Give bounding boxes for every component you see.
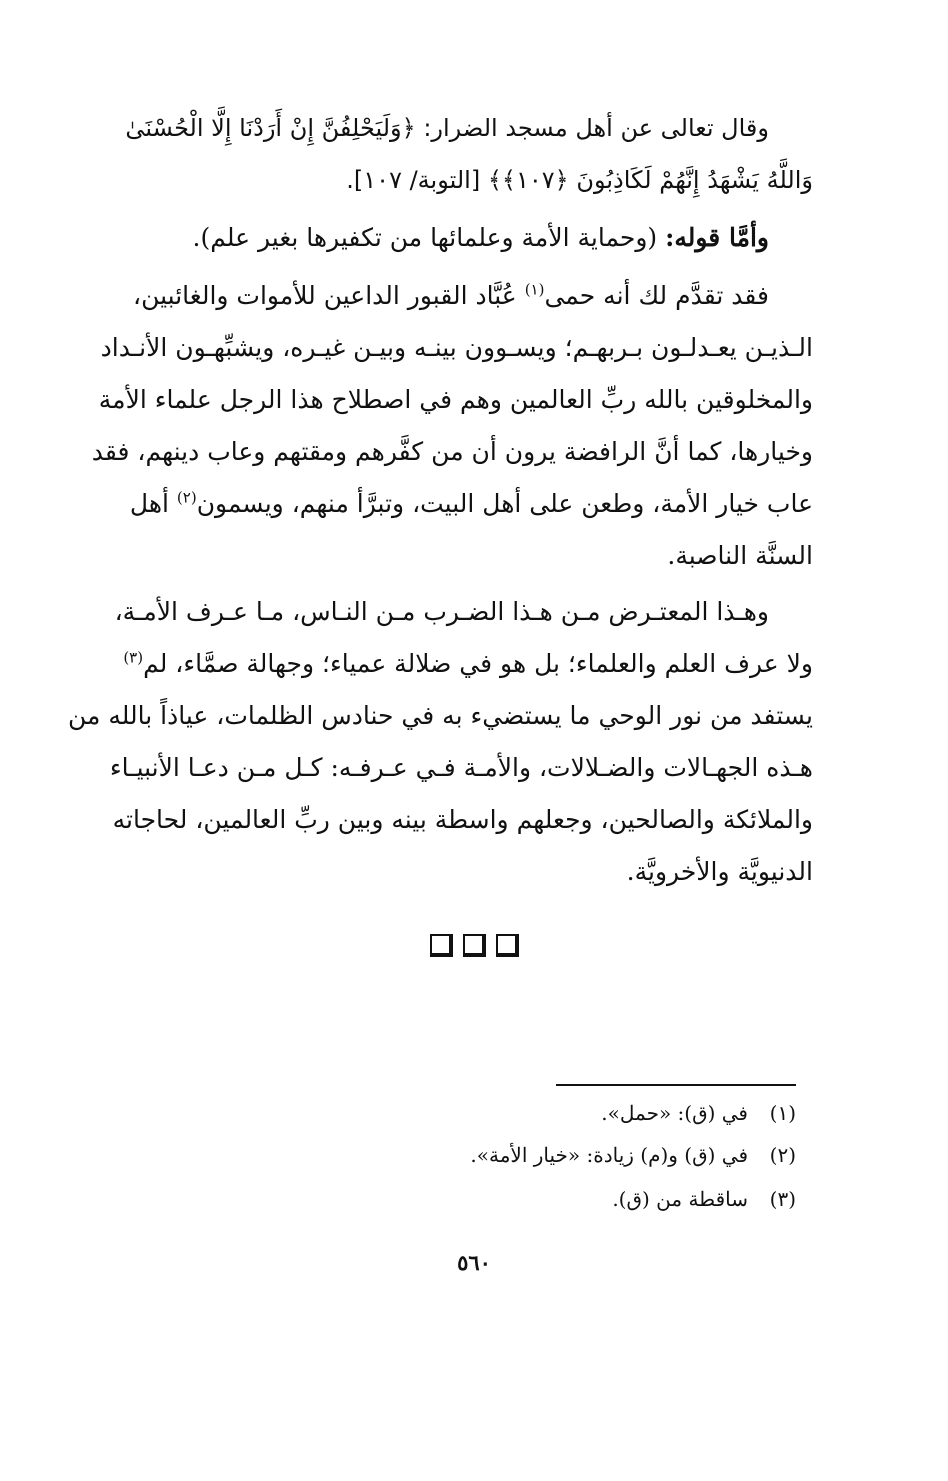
footnote-ref-3: (٣)	[123, 648, 144, 667]
body-line-8	[129, 484, 813, 524]
body-line-2	[133, 160, 813, 200]
body-text-segment: يستفد من نور الوحي ما يستضيء به في حنادس الظلمات، عياذاً بالله من	[67, 701, 813, 730]
body-text-segment: وخيارها، كما أنَّ الرافضة يرون أن من كفَّرهم ومقتهم وعاب دينهم، فقد	[91, 437, 813, 466]
quote-text: (وحماية الأمة وعلمائها من تكفيرها بغير علم).	[192, 223, 658, 252]
footnote-2	[156, 1140, 796, 1170]
body-text-segment: والملائكة والصالحين، وجعلهم واسطة بينه وبين ربِّ العالمين، لحاجاته	[112, 805, 813, 834]
body-text-segment: الدنيويَّة والأخرويَّة.	[626, 857, 813, 886]
body-text-segment: فقد تقدَّم لك أنه حمى	[544, 281, 769, 310]
footnote-text: في (ق) و(م) زيادة: «خيار الأمة».	[470, 1143, 748, 1167]
separator-box-icon	[463, 934, 486, 957]
body-line-3	[133, 218, 813, 258]
body-line-12	[67, 696, 813, 736]
section-separator	[0, 934, 948, 961]
body-line-1	[125, 108, 813, 148]
body-text-segment: السنَّة الناصبة.	[667, 541, 813, 570]
body-text-segment: وهـذا المعتـرض مـن هـذا الضـرب مـن النـاس، مـا عـرف الأمـة،	[114, 597, 769, 626]
body-text-segment: عُبَّاد القبور الداعين للأموات والغائبين،	[133, 281, 517, 310]
footnote-ref-1: (١)	[524, 280, 545, 299]
body-text-segment: ولا عرف العلم والعلماء؛ بل هو في ضلالة عمياء؛ وجهالة صمَّاء، لم	[143, 649, 813, 678]
footnote-number: (٣)	[769, 1187, 796, 1211]
body-line-10	[114, 592, 813, 632]
footnote-number: (١)	[769, 1101, 796, 1125]
quran-verse-line-2: وَاللَّهُ يَشْهَدُ إِنَّهُمْ لَكَاذِبُونَ ﴿١٠٧﴾﴾ [التوبة/ ١٠٧].	[346, 166, 813, 194]
body-line-11	[123, 644, 813, 684]
footnote-3	[156, 1184, 796, 1214]
body-line-7	[91, 432, 813, 472]
footnote-number: (٢)	[769, 1143, 796, 1167]
footnote-1	[156, 1098, 796, 1128]
body-text-segment: أهل	[129, 489, 169, 518]
body-text-segment: هـذه الجهـالات والضـلالات، والأمـة فـي عـرفـه: كـل مـن دعـا الأنبيـاء	[109, 753, 813, 782]
body-line-13	[109, 748, 813, 788]
quran-verse-line-1: وقال تعالى عن أهل مسجد الضرار: ﴿وَلَيَحْلِفُنَّ إِنْ أَرَدْنَا إِلَّا الْحُسْنَىٰ	[125, 114, 769, 142]
lead-bold-text: وأمَّا قوله:	[665, 223, 769, 252]
body-line-6	[98, 380, 813, 420]
separator-box-icon	[430, 934, 453, 957]
body-text-segment: الـذيـن يعـدلـون بـربهـم؛ ويسـوون بينـه وبيـن غيـره، ويشبِّهـون الأنـداد	[100, 333, 813, 362]
body-line-5	[100, 328, 813, 368]
footnote-divider	[556, 1084, 796, 1086]
footnote-ref-2: (٢)	[176, 488, 197, 507]
page-number: ٥٦٠	[457, 1250, 491, 1275]
footnote-text: ساقطة من (ق).	[612, 1187, 748, 1211]
footnote-text: في (ق): «حمل».	[601, 1101, 748, 1125]
body-line-15	[133, 852, 813, 892]
separator-box-icon	[496, 934, 519, 957]
body-line-9	[133, 536, 813, 576]
body-line-14	[112, 800, 813, 840]
body-text-segment: والمخلوقين بالله ربِّ العالمين وهم في اصطلاح هذا الرجل علماء الأمة	[98, 385, 813, 414]
body-line-4	[133, 276, 813, 316]
body-text-segment: عاب خيار الأمة، وطعن على أهل البيت، وتبرَّأ منهم، ويسمون	[196, 489, 813, 518]
